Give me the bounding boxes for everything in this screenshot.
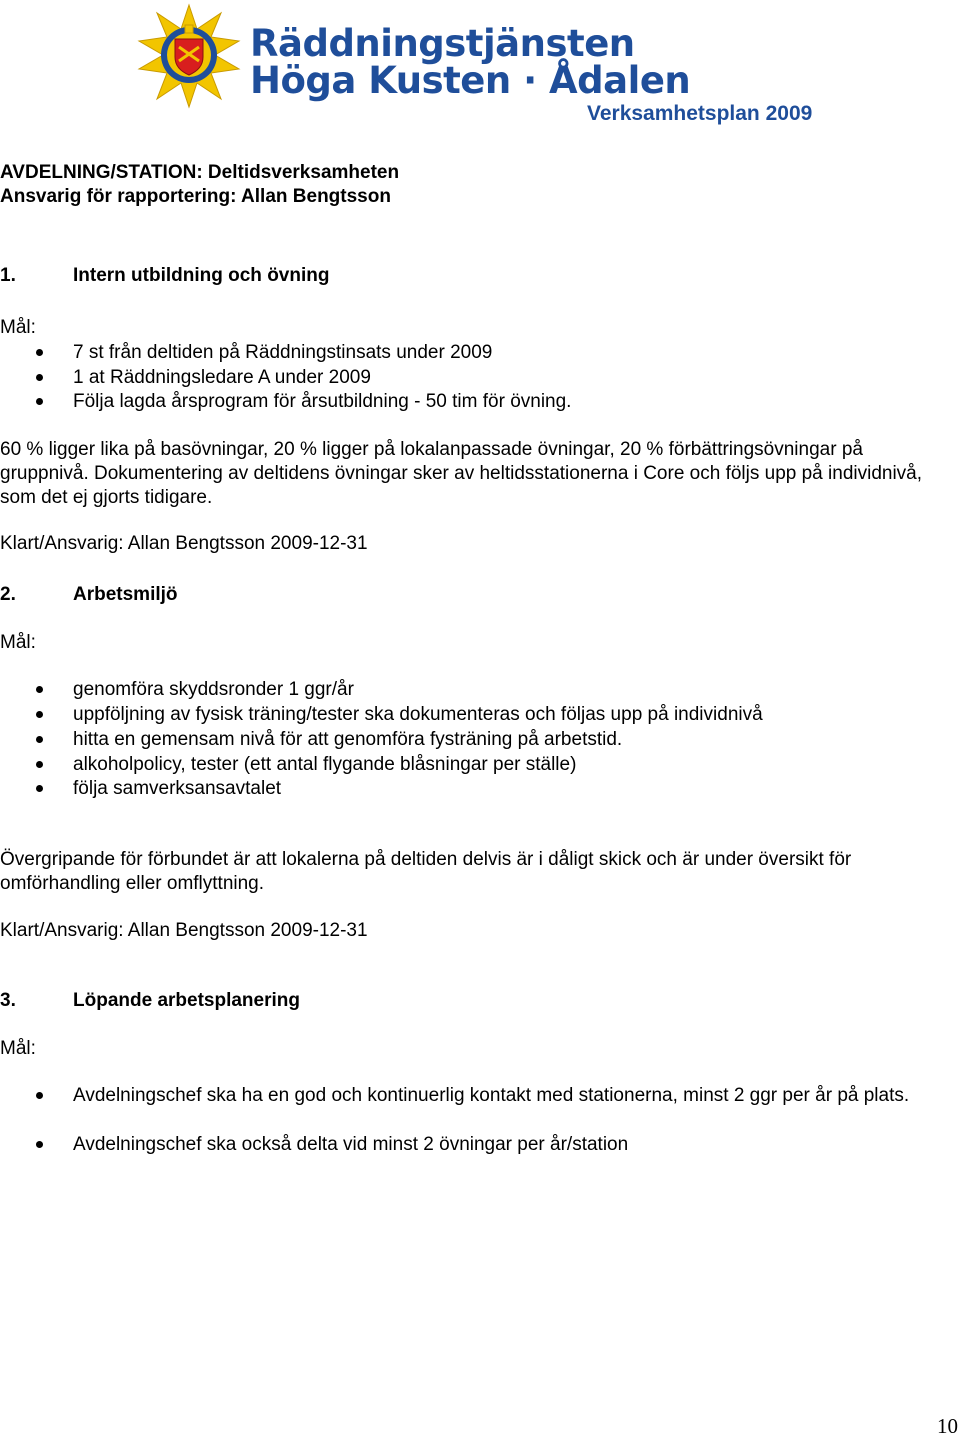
division-heading: AVDELNING/STATION: Deltidsverksamheten (0, 162, 400, 183)
section-1-number: 1. (0, 265, 16, 286)
list-item: hitta en gemensam nivå för att genomföra fysträning på arbetstid. (0, 728, 940, 752)
section-1-status: Klart/Ansvarig: Allan Bengtsson 2009-12-31 (0, 533, 368, 554)
organization-logo (135, 3, 243, 109)
section-3-number: 3. (0, 990, 16, 1011)
section-1-paragraph: 60 % ligger lika på basövningar, 20 % ligger på lokalanpassade övningar, 20 % förbättringsövningar på gruppnivå. Dokumentering av deltidens övningar sker av heltidsstationerna i Core och följs upp på individnivå, som det ej gjorts tidigare. (0, 439, 923, 508)
list-item: följa samverksansavtalet (0, 777, 940, 801)
list-item: genomföra skyddsronder 1 ggr/år (0, 678, 940, 702)
bullet-icon (36, 374, 43, 381)
list-item: alkoholpolicy, tester (ett antal flygande blåsningar per ställe) (0, 753, 940, 777)
bullet-icon (36, 349, 43, 356)
section-2-paragraph: Övergripande för förbundet är att lokalerna på deltiden delvis är i dåligt skick och är under översikt för omförhandling eller omflyttning. (0, 849, 852, 894)
section-2-goal-label: Mål: (0, 632, 36, 653)
rescue-service-emblem-icon (135, 3, 243, 109)
list-item: Följa lagda årsprogram för årsutbildning - 50 tim för övning. (0, 390, 940, 414)
bullet-icon (36, 1092, 43, 1099)
page-number: 10 (937, 1414, 958, 1438)
section-3-title: Löpande arbetsplanering (73, 990, 300, 1011)
list-item: 1 at Räddningsledare A under 2009 (0, 366, 940, 390)
bullet-icon (36, 711, 43, 718)
logo-line-2: Höga Kusten · Ådalen (250, 59, 691, 102)
section-1-goal-label: Mål: (0, 317, 36, 338)
section-2-number: 2. (0, 584, 16, 605)
bullet-icon (36, 736, 43, 743)
section-2-status: Klart/Ansvarig: Allan Bengtsson 2009-12-31 (0, 920, 368, 941)
list-item: uppföljning av fysisk träning/tester ska dokumenteras och följas upp på individnivå (0, 703, 940, 727)
logo-line-1: Räddningstjänsten (250, 22, 635, 65)
bullet-icon (36, 686, 43, 693)
section-1-title: Intern utbildning och övning (73, 265, 330, 286)
section-2-title: Arbetsmiljö (73, 584, 178, 605)
list-item: Avdelningschef ska också delta vid minst 2 övningar per år/station (0, 1133, 940, 1157)
list-item: 7 st från deltiden på Räddningstinsats under 2009 (0, 341, 940, 365)
document-title: Verksamhetsplan 2009 (587, 102, 813, 125)
list-item: Avdelningschef ska ha en god och kontinuerlig kontakt med stationerna, minst 2 ggr per år på plats. (0, 1084, 940, 1132)
section-3-goal-label: Mål: (0, 1038, 36, 1059)
responsible-heading: Ansvarig för rapportering: Allan Bengtsson (0, 186, 391, 207)
bullet-icon (36, 761, 43, 768)
bullet-icon (36, 1141, 43, 1148)
bullet-icon (36, 785, 43, 792)
bullet-icon (36, 398, 43, 405)
